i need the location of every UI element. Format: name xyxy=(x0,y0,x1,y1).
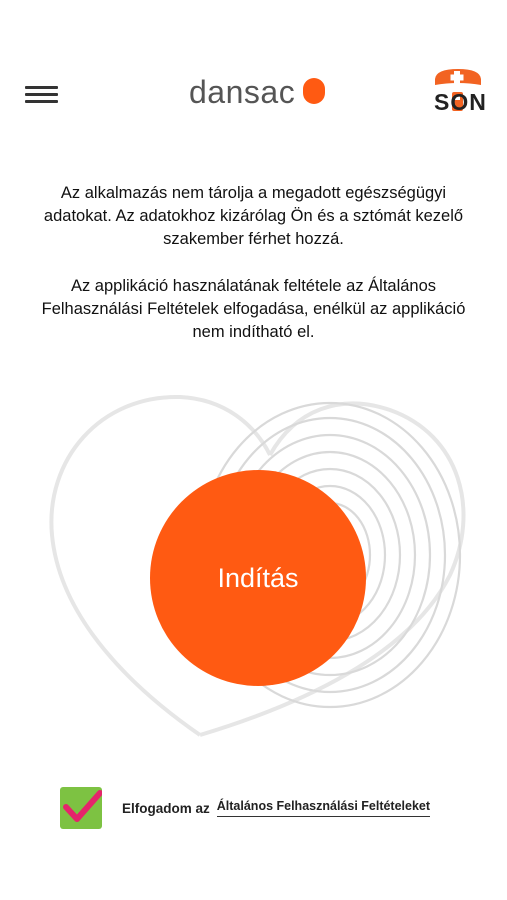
brand-dot-icon xyxy=(303,78,325,104)
menu-bar xyxy=(25,86,58,89)
menu-bar xyxy=(25,100,58,103)
dansac-logo xyxy=(189,72,325,112)
son-logo xyxy=(432,67,487,117)
start-button[interactable]: Indítás xyxy=(150,470,366,686)
privacy-notice: Az alkalmazás nem tárolja a megadott egészségügyi adatokat. Az adatokhoz kizárólag Ön és a sztómát kezelő szakember férhet hozzá. xyxy=(43,184,464,248)
checkmark-icon xyxy=(60,787,102,829)
brand-name: dansac xyxy=(189,73,296,110)
terms-link[interactable]: Általános Felhasználási Feltételeket xyxy=(217,799,430,817)
menu-bar xyxy=(25,93,58,96)
terms-notice: Az applikáció használatának feltétele az Általános Felhasználási Feltételek elfogadása, enélkül az applikáció nem indítható el. xyxy=(41,277,466,341)
checkmark-stroke xyxy=(66,793,100,819)
hamburger-menu-icon[interactable] xyxy=(25,84,59,106)
terms-checkbox[interactable] xyxy=(60,787,102,829)
son-logo-text: SON xyxy=(434,89,487,115)
consent-row xyxy=(60,787,430,829)
consent-label: Elfogadom az xyxy=(122,800,210,816)
